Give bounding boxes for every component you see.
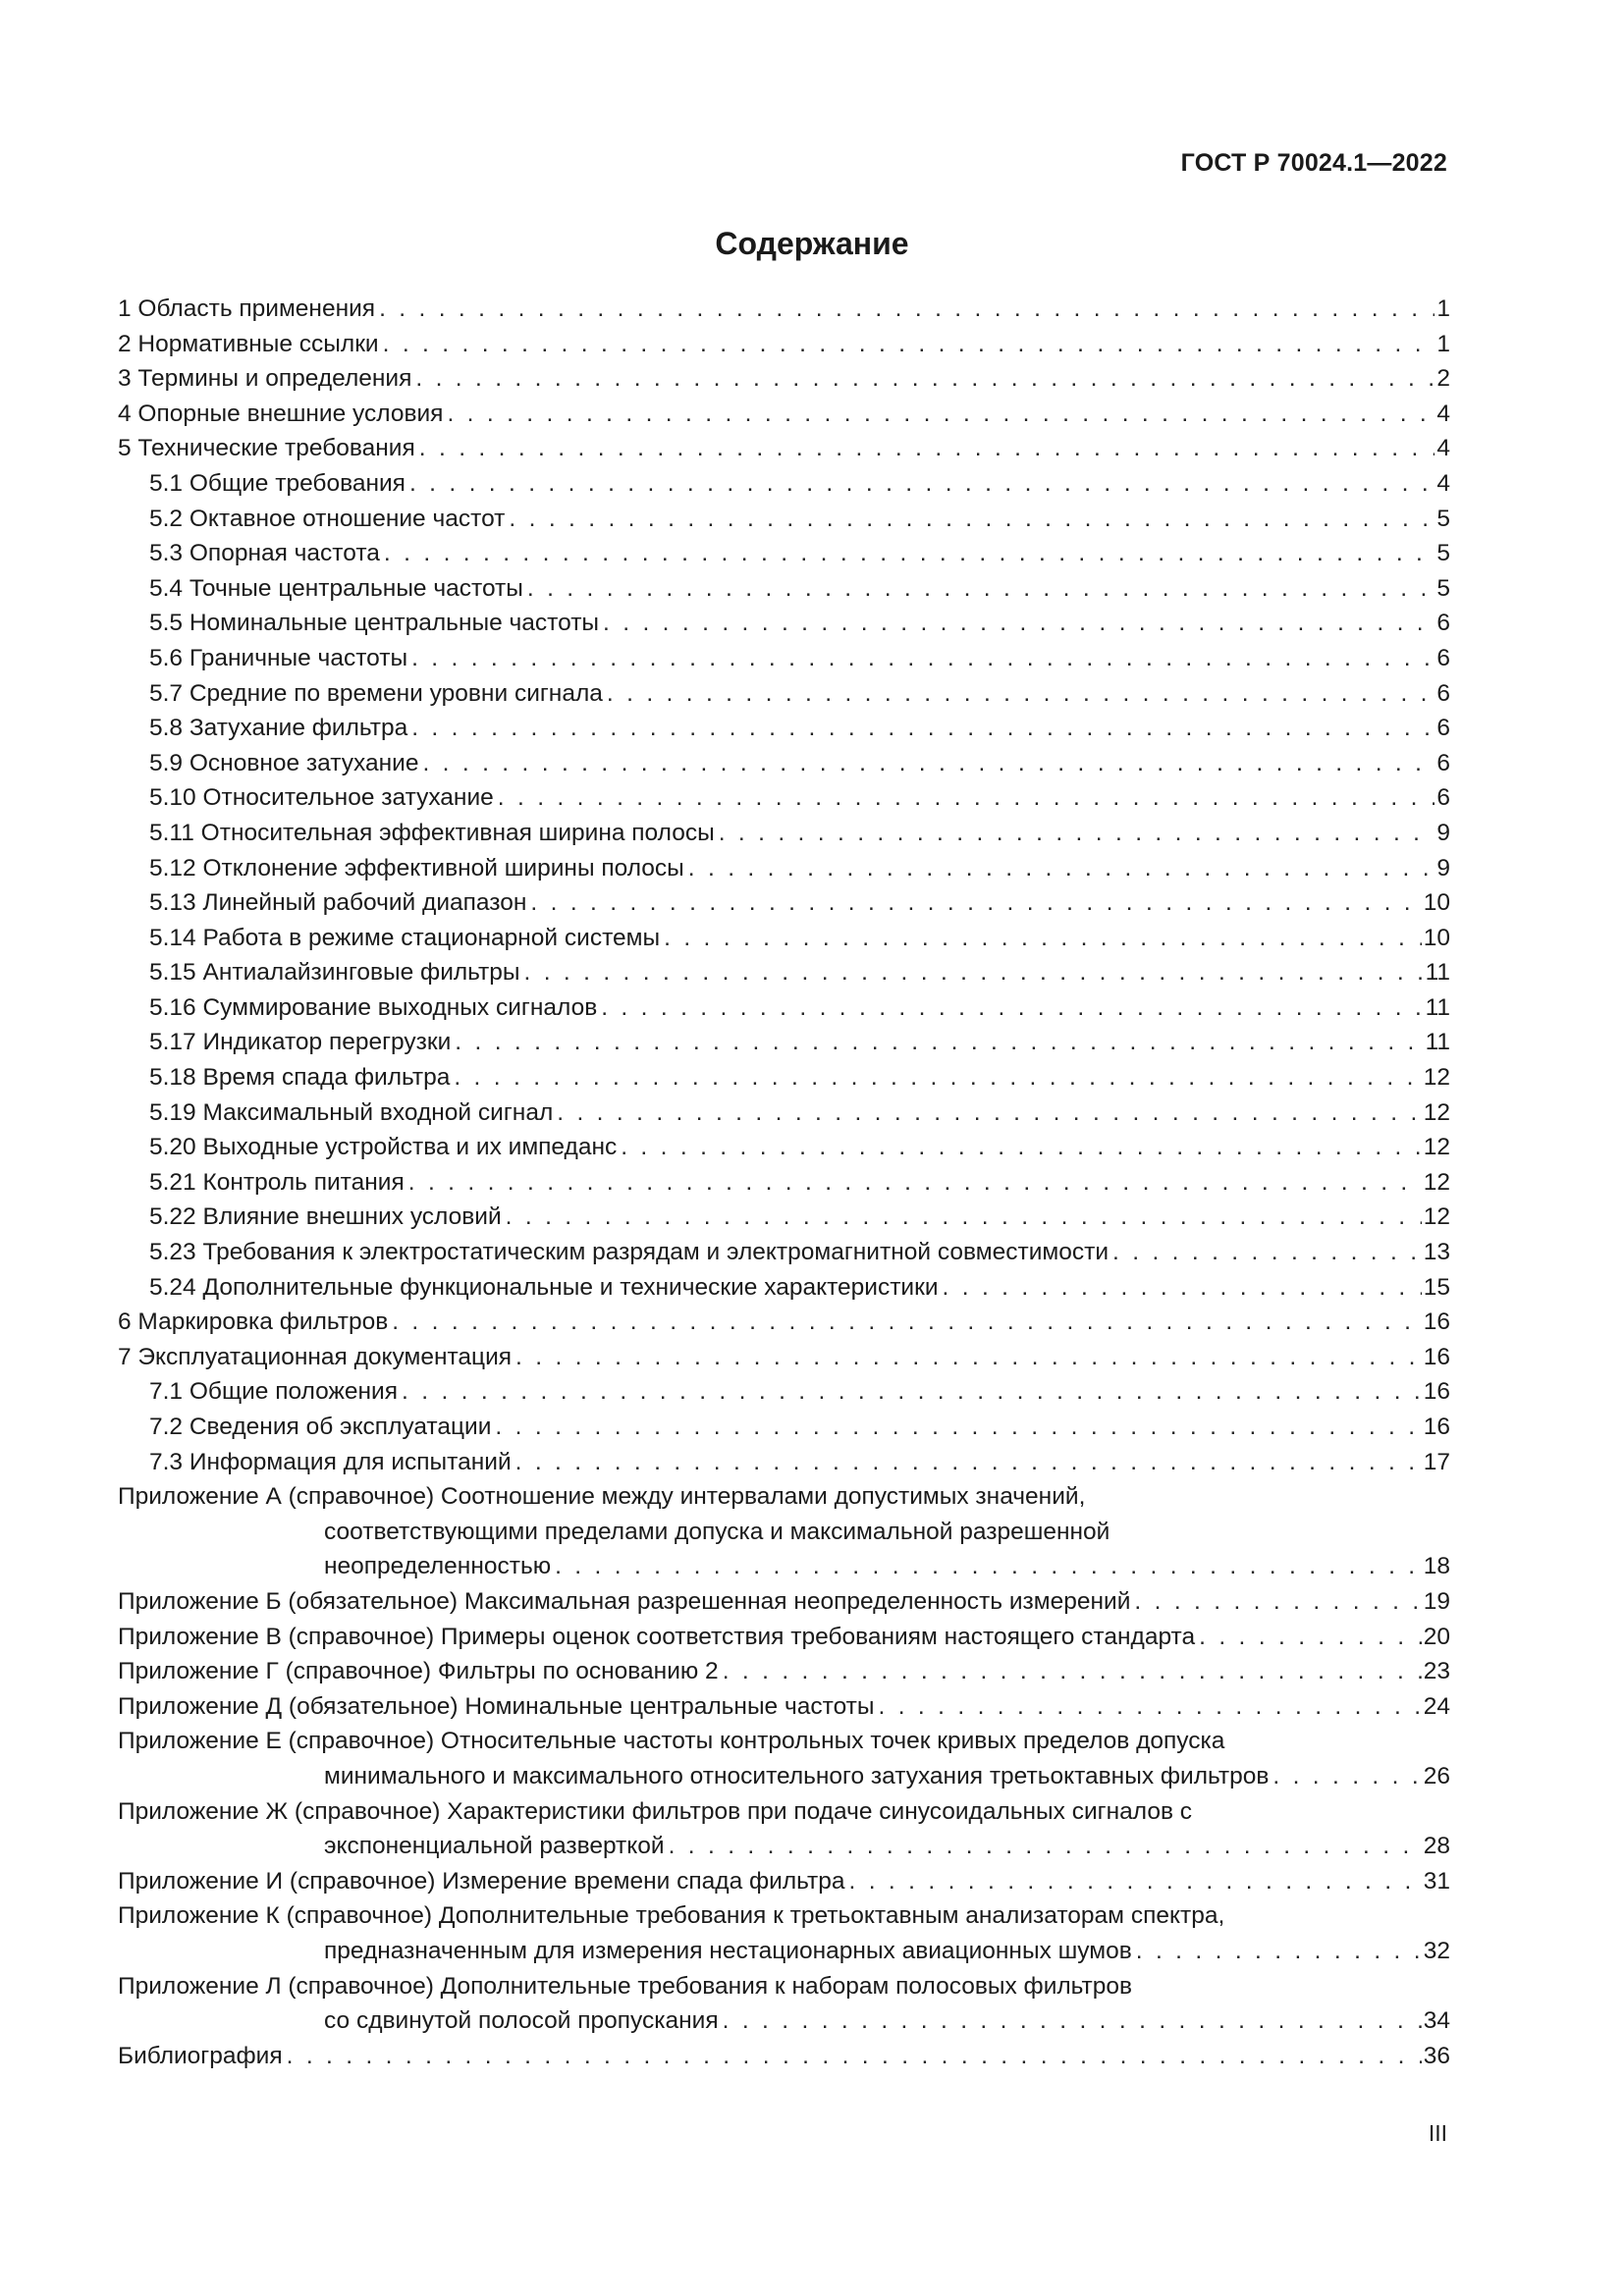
toc-entry-page: 31 (1423, 1867, 1450, 1895)
toc-entry[interactable] (118, 571, 1450, 607)
toc-entry[interactable] (118, 1829, 1450, 1864)
dot-leader (530, 885, 1421, 921)
dot-leader (557, 1095, 1421, 1131)
toc-entry[interactable] (118, 1864, 1450, 1899)
dot-leader (621, 1130, 1422, 1165)
toc-entry-line[interactable] (118, 1794, 1450, 1830)
toc-entry-text: Приложение Г (справочное) Фильтры по основанию 2 (118, 1658, 719, 1685)
toc-entry-text: экспоненциальной разверткой (324, 1833, 665, 1860)
toc-entry[interactable] (118, 1130, 1450, 1165)
toc-entry-text: предназначенным для измерения нестационарных авиационных шумов (324, 1937, 1132, 1964)
toc-entry-page: 20 (1423, 1623, 1450, 1650)
dot-leader (527, 571, 1435, 607)
toc-entry[interactable] (118, 1340, 1450, 1375)
toc-entry[interactable] (118, 1270, 1450, 1306)
toc-entry[interactable] (118, 851, 1450, 886)
toc-entry-page: 12 (1423, 1098, 1450, 1126)
toc-entry-page: 12 (1423, 1203, 1450, 1231)
toc-entry[interactable] (118, 1374, 1450, 1410)
dot-leader (1112, 1235, 1422, 1270)
toc-entry-text: 5.11 Относительная эффективная ширина полосы (149, 819, 715, 846)
toc-entry[interactable] (118, 397, 1450, 432)
toc-entry-page: 2 (1436, 365, 1450, 393)
toc-entry[interactable] (118, 536, 1450, 571)
toc-entry-text: Приложение В (справочное) Примеры оценок соответствия требованиям настоящего стандарта (118, 1623, 1196, 1650)
toc-entry[interactable] (118, 502, 1450, 537)
toc-entry-text: 5.4 Точные центральные частоты (149, 574, 523, 602)
toc-entry-text: 5.10 Относительное затухание (149, 784, 494, 812)
toc-entry-line[interactable] (118, 1479, 1450, 1515)
dot-leader (601, 990, 1423, 1026)
toc-entry-page: 26 (1423, 1762, 1450, 1789)
standard-code: ГОСТ Р 70024.1—2022 (1180, 149, 1447, 177)
dot-leader (664, 921, 1422, 956)
dot-leader (603, 606, 1435, 641)
toc-entry-page: 11 (1425, 1029, 1450, 1056)
dot-leader (402, 1374, 1422, 1410)
toc-entry-page: 6 (1436, 644, 1450, 671)
toc-title: Содержание (715, 226, 909, 261)
table-of-contents (118, 292, 1450, 2073)
toc-entry[interactable] (118, 1305, 1450, 1340)
toc-entry[interactable] (118, 327, 1450, 362)
toc-entry-text: 5.6 Граничные частоты (149, 644, 408, 671)
toc-entry[interactable] (118, 676, 1450, 712)
toc-entry[interactable] (118, 921, 1450, 956)
toc-entry[interactable] (118, 1584, 1450, 1620)
dot-leader (1199, 1620, 1422, 1655)
toc-entry-text: Приложение Ж (справочное) Характеристики фильтров при подаче синусоидальных сигналов с (118, 1797, 1193, 1825)
dot-leader (879, 1689, 1422, 1725)
toc-entry[interactable] (118, 606, 1450, 641)
dot-leader (419, 431, 1435, 466)
toc-entry-text: Приложение Л (справочное) Дополнительные требования к наборам полосовых фильтров (118, 1972, 1133, 2000)
dot-leader (455, 1025, 1423, 1060)
toc-entry-text: 5.12 Отклонение эффективной ширины полосы (149, 854, 684, 881)
dot-leader (607, 676, 1435, 712)
toc-entry[interactable] (118, 1410, 1450, 1445)
toc-entry-text: 5.19 Максимальный входной сигнал (149, 1098, 554, 1126)
toc-entry-text: 5.8 Затухание фильтра (149, 715, 408, 742)
toc-entry-page: 16 (1423, 1414, 1450, 1440)
toc-entry-text: 5.18 Время спада фильтра (149, 1064, 451, 1092)
dot-leader (422, 746, 1435, 781)
toc-entry-text: 4 Опорные внешние условия (118, 400, 444, 427)
toc-entry-page: 16 (1423, 1343, 1450, 1370)
dot-leader (669, 1829, 1422, 1864)
toc-entry[interactable] (118, 1620, 1450, 1655)
toc-entry-page: 32 (1423, 1937, 1450, 1964)
toc-entry-text: 5.1 Общие требования (149, 469, 406, 497)
toc-entry-page: 6 (1436, 610, 1450, 637)
toc-entry-page: 36 (1423, 2042, 1450, 2069)
dot-leader (515, 1340, 1422, 1375)
dot-leader (498, 780, 1435, 816)
toc-entry-page: 5 (1436, 540, 1450, 567)
toc-entry-page: 4 (1436, 400, 1450, 427)
toc-entry-page: 17 (1423, 1448, 1450, 1475)
toc-entry-text: Библиография (118, 2042, 283, 2069)
toc-entry-page: 12 (1423, 1168, 1450, 1196)
toc-entry-text: Приложение Д (обязательное) Номинальные центральные частоты (118, 1692, 875, 1720)
toc-entry[interactable] (118, 1445, 1450, 1480)
toc-entry[interactable] (118, 816, 1450, 851)
toc-entry-text: соответствующими пределами допуска и максимальной разрешенной (324, 1518, 1110, 1545)
toc-entry-text: 1 Область применения (118, 295, 376, 322)
toc-entry-page: 13 (1423, 1239, 1450, 1266)
toc-entry-page: 5 (1436, 505, 1450, 532)
dot-leader (509, 502, 1435, 537)
toc-entry-text: 5.14 Работа в режиме стационарной системы (149, 924, 661, 951)
toc-entry[interactable] (118, 292, 1450, 327)
dot-leader (688, 851, 1435, 886)
dot-leader (411, 711, 1435, 746)
toc-entry-text: 5 Технические требования (118, 435, 415, 462)
toc-entry-text: 5.7 Средние по времени уровни сигнала (149, 679, 603, 707)
toc-entry-page: 9 (1436, 854, 1450, 881)
toc-entry-page: 1 (1436, 330, 1450, 357)
dot-leader (523, 955, 1423, 990)
toc-entry-page: 6 (1436, 749, 1450, 776)
dot-leader (409, 466, 1435, 502)
toc-entry[interactable] (118, 780, 1450, 816)
toc-entry[interactable] (118, 431, 1450, 466)
toc-entry-text: 5.21 Контроль питания (149, 1168, 405, 1196)
dot-leader (943, 1270, 1422, 1306)
toc-entry-page: 6 (1436, 679, 1450, 707)
toc-entry-text: 7.3 Информация для испытаний (149, 1448, 512, 1475)
toc-entry-page: 16 (1423, 1308, 1450, 1336)
toc-entry-page: 6 (1436, 784, 1450, 812)
toc-entry-text: 7.1 Общие положения (149, 1378, 399, 1406)
toc-entry-text: 6 Маркировка фильтров (118, 1308, 389, 1336)
toc-entry[interactable] (118, 955, 1450, 990)
toc-entry[interactable] (118, 1689, 1450, 1725)
toc-entry-page: 11 (1425, 993, 1450, 1021)
toc-entry[interactable] (118, 1200, 1450, 1235)
dot-leader (719, 816, 1435, 851)
toc-entry-page: 24 (1423, 1692, 1450, 1720)
toc-entry-text: 3 Термины и определения (118, 365, 412, 393)
dot-leader (415, 361, 1435, 397)
toc-entry[interactable] (118, 1654, 1450, 1689)
toc-entry-line[interactable] (118, 1898, 1450, 1934)
toc-entry[interactable] (118, 1060, 1450, 1095)
page-number: III (1428, 2120, 1447, 2146)
dot-leader (1134, 1584, 1421, 1620)
toc-entry-page: 1 (1436, 295, 1450, 322)
toc-entry[interactable] (118, 1934, 1450, 1969)
toc-entry-text: 5.23 Требования к электростатическим разрядам и электромагнитной совместимости (149, 1239, 1110, 1266)
toc-entry-text: Приложение Б (обязательное) Максимальная разрешенная неопределенность измерений (118, 1587, 1131, 1615)
dot-leader (454, 1060, 1421, 1095)
toc-entry-text: 5.24 Дополнительные функциональные и технические характеристики (149, 1273, 939, 1301)
dot-leader (384, 536, 1435, 571)
dot-leader (383, 327, 1435, 362)
dot-leader (287, 2039, 1422, 2074)
dot-leader (723, 1654, 1422, 1689)
toc-entry-text: 5.13 Линейный рабочий диапазон (149, 889, 527, 917)
dot-leader (379, 292, 1435, 327)
toc-entry[interactable] (118, 2039, 1450, 2074)
toc-entry-text: 5.5 Номинальные центральные частоты (149, 610, 600, 637)
dot-leader (447, 397, 1435, 432)
toc-entry-page: 12 (1423, 1134, 1450, 1161)
toc-entry[interactable] (118, 1025, 1450, 1060)
toc-entry-text: 5.17 Индикатор перегрузки (149, 1029, 452, 1056)
toc-entry[interactable] (118, 1759, 1450, 1794)
toc-entry-page: 11 (1425, 959, 1450, 987)
toc-entry[interactable] (118, 466, 1450, 502)
dot-leader (1272, 1759, 1421, 1794)
toc-entry[interactable] (118, 1549, 1450, 1584)
toc-entry-text: 2 Нормативные ссылки (118, 330, 379, 357)
toc-entry-text: 5.15 Антиалайзинговые фильтры (149, 959, 520, 987)
dot-leader (555, 1549, 1422, 1584)
toc-entry-text: минимального и максимального относительного затухания третьоктавных фильтров (324, 1762, 1270, 1789)
toc-entry-text: 5.22 Влияние внешних условий (149, 1203, 502, 1231)
dot-leader (723, 2003, 1422, 2039)
toc-entry[interactable] (118, 1095, 1450, 1131)
toc-entry[interactable] (118, 361, 1450, 397)
toc-entry-page: 28 (1423, 1833, 1450, 1860)
toc-entry-text: 5.3 Опорная частота (149, 540, 380, 567)
toc-entry[interactable] (118, 1235, 1450, 1270)
toc-entry-text: Приложение Е (справочное) Относительные частоты контрольных точек кривых пределов допуска (118, 1728, 1225, 1755)
toc-entry-page: 19 (1423, 1587, 1450, 1615)
toc-entry-line[interactable] (118, 1969, 1450, 2004)
dot-leader (411, 641, 1435, 676)
dot-leader (392, 1305, 1422, 1340)
toc-entry-page: 6 (1436, 715, 1450, 742)
toc-entry-text: Приложение А (справочное) Соотношение между интервалами допустимых значений, (118, 1483, 1086, 1511)
toc-entry-page: 4 (1436, 435, 1450, 462)
toc-entry-text: со сдвинутой полосой пропускания (324, 2007, 719, 2035)
toc-entry-text: Приложение К (справочное) Дополнительные требования к третьоктавным анализаторам спектра, (118, 1902, 1225, 1930)
dot-leader (849, 1864, 1422, 1899)
toc-entry-page: 9 (1436, 819, 1450, 846)
toc-entry-text: неопределенностью (324, 1553, 552, 1580)
toc-entry-text: Приложение И (справочное) Измерение времени спада фильтра (118, 1867, 845, 1895)
toc-entry-text: 5.9 Основное затухание (149, 749, 419, 776)
dot-leader (1136, 1934, 1422, 1969)
toc-entry-page: 34 (1423, 2007, 1450, 2035)
toc-entry-text: 7.2 Сведения об эксплуатации (149, 1414, 492, 1440)
toc-entry[interactable] (118, 990, 1450, 1026)
toc-entry-line[interactable] (118, 1724, 1450, 1759)
toc-entry-page: 4 (1436, 469, 1450, 497)
toc-entry[interactable] (118, 1165, 1450, 1201)
dot-leader (495, 1410, 1421, 1445)
dot-leader (408, 1165, 1422, 1201)
toc-entry[interactable] (118, 885, 1450, 921)
toc-entry[interactable] (118, 711, 1450, 746)
toc-entry[interactable] (118, 746, 1450, 781)
toc-entry-text: 5.16 Суммирование выходных сигналов (149, 993, 598, 1021)
toc-entry[interactable] (118, 641, 1450, 676)
dot-leader (515, 1445, 1422, 1480)
toc-entry-page: 16 (1423, 1378, 1450, 1406)
toc-entry-page: 15 (1423, 1273, 1450, 1301)
dot-leader (506, 1200, 1422, 1235)
toc-entry-text: 7 Эксплуатационная документация (118, 1343, 513, 1370)
toc-entry-page: 10 (1423, 889, 1450, 917)
toc-entry-page: 23 (1423, 1658, 1450, 1685)
toc-entry[interactable] (118, 2003, 1450, 2039)
toc-entry-page: 12 (1423, 1064, 1450, 1092)
toc-entry-page: 10 (1423, 924, 1450, 951)
toc-entry-line[interactable] (118, 1515, 1450, 1550)
toc-entry-text: 5.20 Выходные устройства и их импеданс (149, 1134, 618, 1161)
toc-entry-page: 5 (1436, 574, 1450, 602)
toc-entry-text: 5.2 Октавное отношение частот (149, 505, 506, 532)
toc-entry-page: 18 (1423, 1553, 1450, 1580)
